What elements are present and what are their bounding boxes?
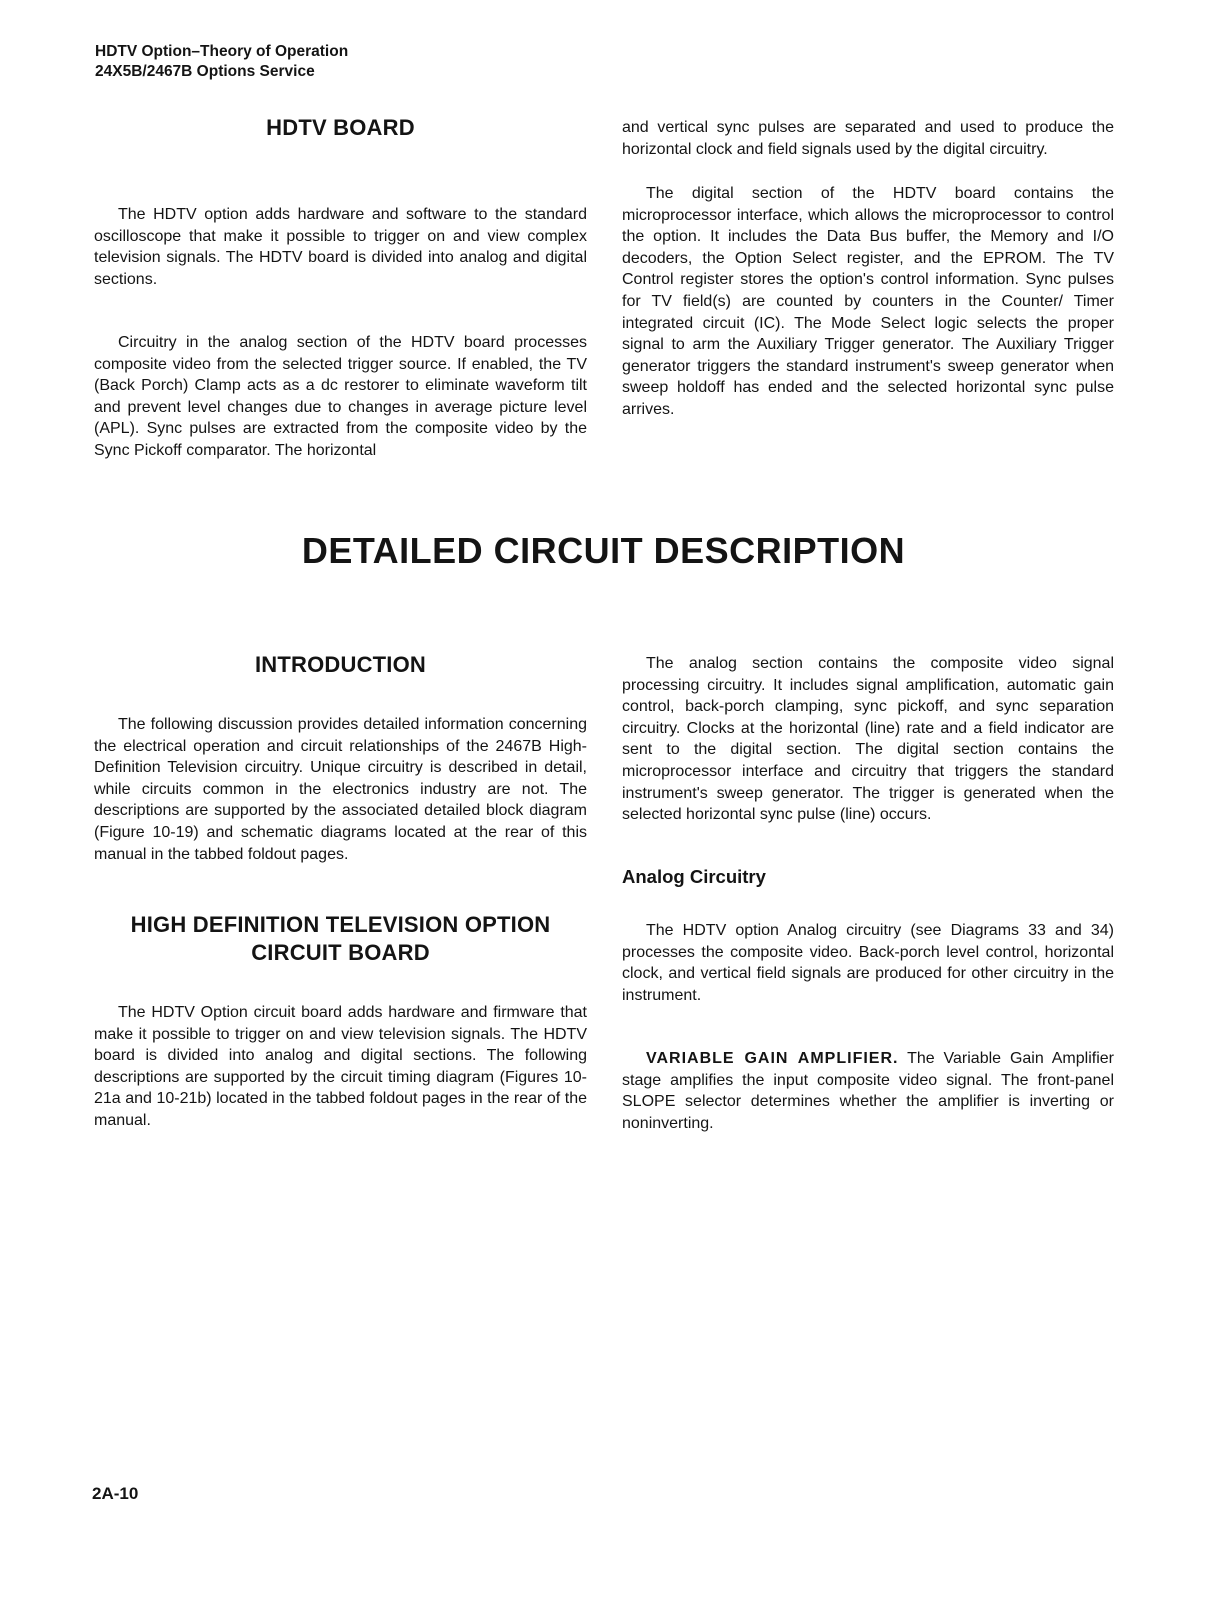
page-number: 2A-10: [92, 1484, 139, 1503]
analog-circuitry-heading: Analog Circuitry: [622, 866, 766, 887]
analog-circuitry-paragraph: The HDTV option Analog circuitry (see Diagrams 33 and 34) processes the composite video. Back-porch level control, horizontal clock, and vertical field signals are produced for other circuitry in the instrument.: [622, 922, 1114, 1004]
introduction-paragraph: The following discussion provides detailed information concerning the electrical operation and circuit relationships of the 2467B High-Definition Television circuitry. Unique circuitry is described in detail, while circuits common in the electronics industry are not. The descriptions are supported by the associated detailed block diagram (Figure 10-19) and schematic diagrams located at the rear of this manual in the tabbed foldout pages.: [94, 716, 587, 863]
hdtv-board-paragraph-3: and vertical sync pulses are separated and used to produce the horizontal clock and field signals used by the digital circuitry.: [622, 119, 1114, 158]
main-title: DETAILED CIRCUIT DESCRIPTION: [301, 530, 906, 571]
circuit-board-heading-line2: CIRCUIT BOARD: [251, 940, 430, 965]
variable-gain-amplifier-paragraph: [622, 1048, 1114, 1134]
introduction-heading: INTRODUCTION: [254, 652, 427, 677]
hdtv-board-heading: HDTV BOARD: [266, 115, 415, 140]
hdtv-board-paragraph-1: The HDTV option adds hardware and software to the standard oscilloscope that make it possible to trigger on and view complex television signals. The HDTV board is divided into analog and digital sections.: [94, 206, 587, 288]
circuit-board-heading: [94, 911, 587, 967]
hdtv-board-paragraph-2: Circuitry in the analog section of the HDTV board processes composite video from the selected trigger source. If enabled, the TV (Back Porch) Clamp acts as a dc restorer to eliminate waveform tilt and prevent level changes due to changes in average picture level (APL). Sync pulses are extracted from the composite video by the Sync Pickoff comparator. The horizontal: [94, 334, 587, 459]
running-header-line1: HDTV Option–Theory of Operation: [95, 43, 349, 60]
circuit-board-heading-line1: HIGH DEFINITION TELEVISION OPTION: [130, 912, 551, 937]
running-header: [95, 42, 348, 82]
variable-gain-amplifier-runin: VARIABLE GAIN AMPLIFIER.: [646, 1050, 899, 1067]
hdtv-board-paragraph-4: The digital section of the HDTV board contains the microprocessor interface, which allows the microprocessor to control the option. It includes the Data Bus buffer, the Memory and I/O decoders, the Option Select register, and the EPROM. The TV Control register stores the option's control information. Sync pulses for TV field(s) are counted by counters in the Counter/ Timer integrated circuit (IC). The Mode Select logic selects the proper signal to arm the Auxiliary Trigger generator. The Auxiliary Trigger generator triggers the standard instrument's sweep generator when sweep holdoff has ended and the selected horizontal sync pulse arrives.: [622, 185, 1114, 418]
variable-gain-amplifier-text: The Variable Gain Amplifier stage amplifies the input composite video signal. The front-panel SLOPE selector determines whether the amplifier is inverting or noninverting.: [622, 1050, 1114, 1132]
circuit-board-paragraph: The HDTV Option circuit board adds hardware and firmware that make it possible to trigger on and view television signals. The HDTV board is divided into analog and digital sections. The following descriptions are supported by the circuit timing diagram (Figures 10-21a and 10-21b) located in the tabbed foldout pages in the rear of the manual.: [94, 1004, 587, 1129]
running-header-line2: 24X5B/2467B Options Service: [95, 63, 315, 80]
analog-section-paragraph: The analog section contains the composite video signal processing circuitry. It includes signal amplification, automatic gain control, back-porch clamping, sync pickoff, and sync separation circuitry. Clocks at the horizontal (line) rate and a field indicator are sent to the digital section. The digital section contains the microprocessor interface and circuitry that triggers the standard instrument's sweep generator. The trigger is generated when the selected horizontal sync pulse (line) occurs.: [622, 655, 1114, 824]
